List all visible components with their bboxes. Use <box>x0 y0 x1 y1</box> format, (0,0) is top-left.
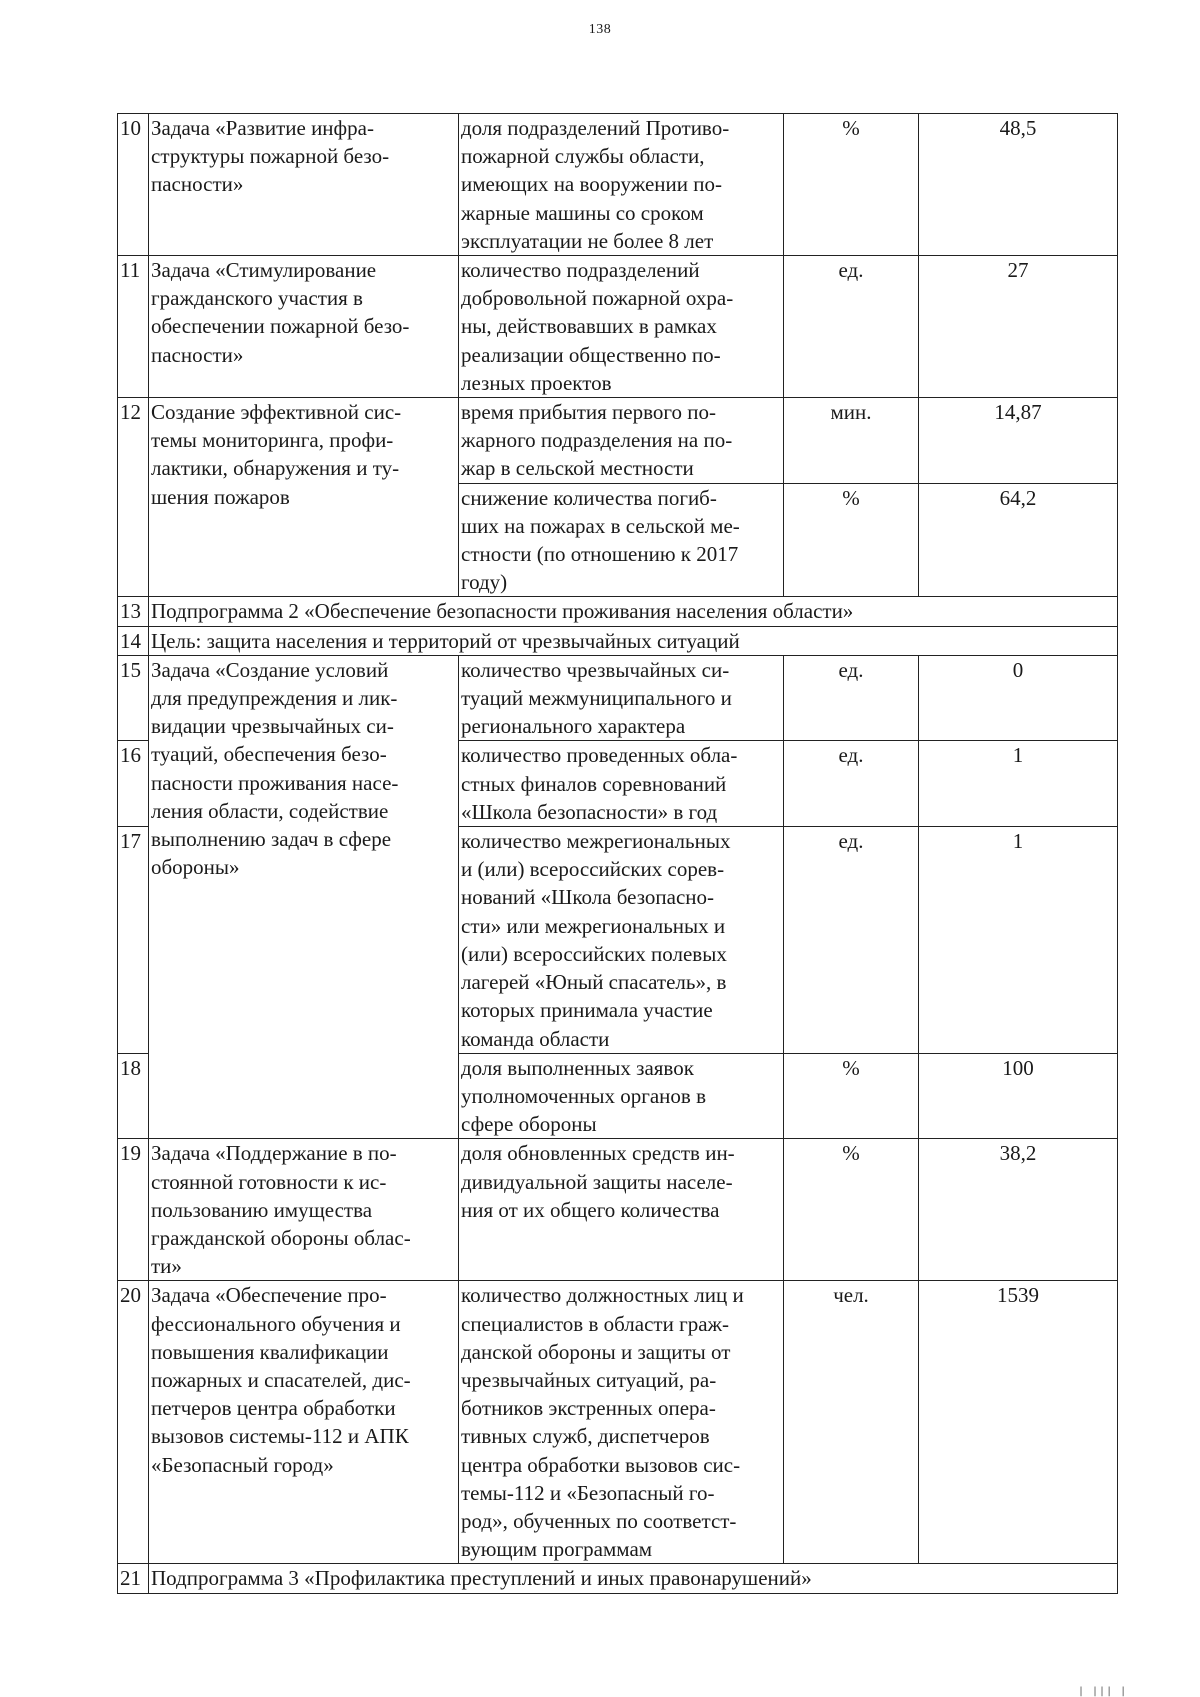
table-row <box>118 626 1118 655</box>
indicator-line: дивидуальной защиты населе- <box>461 1169 733 1194</box>
indicator-cell <box>459 1053 784 1139</box>
task-line: ления области, содействие <box>151 798 389 823</box>
task-cell <box>149 1139 459 1281</box>
indicator-line: темы-112 и «Безопасный го- <box>461 1480 715 1505</box>
indicator-line: количество межрегиональных <box>461 829 731 854</box>
indicator-line: данской обороны и защиты от <box>461 1339 731 1364</box>
indicator-line: лезных проектов <box>461 370 612 395</box>
indicator-line: доля обновленных средств ин- <box>461 1141 735 1166</box>
task-line: для предупреждения и лик- <box>151 686 398 711</box>
indicator-line: количество подразделений <box>461 258 700 283</box>
value-cell: 100 <box>919 1053 1118 1139</box>
task-line: пасности проживания насе- <box>151 770 399 795</box>
indicator-line: специалистов в области граж- <box>461 1311 730 1336</box>
indicator-line: количество должностных лиц и <box>461 1283 744 1308</box>
row-number: 17 <box>118 827 149 1054</box>
task-line: Задача «Стимулирование <box>151 258 377 283</box>
task-line: выполнению задач в сфере <box>151 827 392 852</box>
unit-cell: % <box>784 1053 919 1139</box>
task-line: повышения квалификации <box>151 1339 389 1364</box>
indicator-line: сфере обороны <box>461 1112 597 1137</box>
table-row <box>118 1564 1118 1593</box>
indicator-line: время прибытия первого по- <box>461 400 716 425</box>
task-line: пользованию имущества <box>151 1197 373 1222</box>
task-line: туаций, обеспечения безо- <box>151 742 387 767</box>
task-cell <box>149 398 459 597</box>
task-line: гражданской обороны облас- <box>151 1225 411 1250</box>
task-line: стоянной готовности к ис- <box>151 1169 387 1194</box>
row-number: 19 <box>118 1139 149 1281</box>
indicator-line: жарные машины со сроком <box>461 200 704 225</box>
task-cell <box>149 114 459 256</box>
unit-cell: ед. <box>784 741 919 827</box>
task-line: Задача «Поддержание в по- <box>151 1141 397 1166</box>
indicator-line: пожарной службы области, <box>461 144 705 169</box>
task-cell <box>149 1281 459 1564</box>
indicator-line: «Школа безопасности» в год <box>461 799 718 824</box>
indicator-line: ния от их общего количества <box>461 1197 720 1222</box>
indicator-line: чрезвычайных ситуаций, ра- <box>461 1367 717 1392</box>
indicator-line: тивных служб, диспетчеров <box>461 1424 710 1449</box>
subprogram-heading: Подпрограмма 3 «Профилактика преступлений и иных правонарушений» <box>149 1564 1118 1593</box>
task-line: вызовов системы-112 и АПК <box>151 1424 409 1449</box>
indicator-line: вующим программам <box>461 1537 653 1562</box>
scan-footer-marks: | ||| | <box>1078 1686 1128 1697</box>
row-number: 13 <box>118 597 149 626</box>
unit-cell: чел. <box>784 1281 919 1564</box>
task-line: «Безопасный город» <box>151 1452 334 1477</box>
task-line: пасности» <box>151 342 244 367</box>
table-row <box>118 597 1118 626</box>
value-cell: 38,2 <box>919 1139 1118 1281</box>
indicators-table <box>117 113 1118 1594</box>
task-line: Задача «Обеспечение про- <box>151 1283 387 1308</box>
task-line: обороны» <box>151 855 240 880</box>
indicator-cell <box>459 655 784 741</box>
row-number: 10 <box>118 114 149 256</box>
indicator-line: доля подразделений Противо- <box>461 116 730 140</box>
row-number: 14 <box>118 626 149 655</box>
value-cell: 48,5 <box>919 114 1118 256</box>
task-line: структуры пожарной безо- <box>151 144 390 169</box>
indicator-line: регионального характера <box>461 714 686 739</box>
indicator-line: ших на пожарах в сельской ме- <box>461 513 740 538</box>
task-line: пасности» <box>151 172 244 197</box>
value-cell: 27 <box>919 256 1118 398</box>
indicator-line: имеющих на вооружении по- <box>461 172 722 197</box>
table-row <box>118 1139 1118 1281</box>
unit-cell: % <box>784 1139 919 1281</box>
indicator-cell <box>459 1139 784 1281</box>
table-row <box>118 655 1118 741</box>
row-number: 18 <box>118 1053 149 1139</box>
task-line: Задача «Развитие инфра- <box>151 116 374 140</box>
indicator-line: доля выполненных заявок <box>461 1055 694 1080</box>
row-number: 21 <box>118 1564 149 1593</box>
task-line: Создание эффективной сис- <box>151 400 402 425</box>
indicator-line: команда области <box>461 1026 610 1051</box>
task-line: обеспечении пожарной безо- <box>151 314 410 339</box>
row-number: 11 <box>118 256 149 398</box>
task-line: ти» <box>151 1254 182 1279</box>
indicator-cell <box>459 256 784 398</box>
indicator-cell <box>459 483 784 597</box>
indicator-line: которых принимала участие <box>461 998 713 1023</box>
indicator-line: род», обученных по соответст- <box>461 1508 737 1533</box>
indicator-line: реализации общественно по- <box>461 342 721 367</box>
row-number: 15 <box>118 655 149 741</box>
unit-cell: мин. <box>784 398 919 484</box>
indicator-line: ботников экстренных опера- <box>461 1396 716 1421</box>
value-cell: 14,87 <box>919 398 1118 484</box>
indicator-cell <box>459 741 784 827</box>
indicator-line: нований «Школа безопасно- <box>461 885 715 910</box>
row-number: 20 <box>118 1281 149 1564</box>
unit-cell: % <box>784 114 919 256</box>
indicator-line: (или) всероссийских полевых <box>461 941 727 966</box>
indicator-line: количество проведенных обла- <box>461 743 738 768</box>
row-number: 12 <box>118 398 149 597</box>
indicator-cell <box>459 398 784 484</box>
indicator-line: лагерей «Юный спасатель», в <box>461 970 727 995</box>
task-cell <box>149 256 459 398</box>
indicator-line: центра обработки вызовов сис- <box>461 1452 741 1477</box>
indicator-line: стных финалов соревнований <box>461 771 727 796</box>
task-line: лактики, обнаружения и ту- <box>151 456 400 481</box>
table-row <box>118 398 1118 484</box>
table-row <box>118 1281 1118 1564</box>
task-line: гражданского участия в <box>151 286 363 311</box>
indicator-line: жарного подразделения на по- <box>461 428 733 453</box>
indicator-line: добровольной пожарной охра- <box>461 286 734 311</box>
task-line: Задача «Создание условий <box>151 657 389 682</box>
indicator-line: и (или) всероссийских сорев- <box>461 857 725 882</box>
indicator-line: стности (по отношению к 2017 <box>461 542 739 567</box>
page-number: 138 <box>588 22 612 37</box>
indicator-line: году) <box>461 570 508 595</box>
task-line: петчеров центра обработки <box>151 1396 396 1421</box>
unit-cell: ед. <box>784 256 919 398</box>
task-line: шения пожаров <box>151 484 290 509</box>
indicator-line: снижение количества погиб- <box>461 485 717 510</box>
task-line: видации чрезвычайных си- <box>151 714 394 739</box>
indicator-cell <box>459 114 784 256</box>
task-cell <box>149 655 459 1138</box>
unit-cell: ед. <box>784 655 919 741</box>
value-cell: 0 <box>919 655 1118 741</box>
task-line: темы мониторинга, профи- <box>151 428 394 453</box>
indicator-line: жар в сельской местности <box>461 456 694 481</box>
goal-heading: Цель: защита населения и территорий от чрезвычайных ситуаций <box>149 626 1118 655</box>
value-cell: 1 <box>919 741 1118 827</box>
unit-cell: ед. <box>784 827 919 1054</box>
value-cell: 64,2 <box>919 483 1118 597</box>
task-line: фессионального обучения и <box>151 1311 401 1336</box>
indicator-line: туаций межмуниципального и <box>461 686 732 711</box>
subprogram-heading: Подпрограмма 2 «Обеспечение безопасности проживания населения области» <box>149 597 1118 626</box>
table-row <box>118 256 1118 398</box>
indicator-line: ны, действовавших в рамках <box>461 314 717 339</box>
unit-cell: % <box>784 483 919 597</box>
indicator-line: количество чрезвычайных си- <box>461 657 730 682</box>
indicator-line: сти» или межрегиональных и <box>461 913 726 938</box>
task-line: пожарных и спасателей, дис- <box>151 1367 411 1392</box>
indicator-cell <box>459 827 784 1054</box>
row-number: 16 <box>118 741 149 827</box>
value-cell: 1539 <box>919 1281 1118 1564</box>
value-cell: 1 <box>919 827 1118 1054</box>
indicator-line: эксплуатации не более 8 лет <box>461 228 714 253</box>
table-row <box>118 114 1118 256</box>
indicator-cell <box>459 1281 784 1564</box>
indicator-line: уполномоченных органов в <box>461 1083 706 1108</box>
